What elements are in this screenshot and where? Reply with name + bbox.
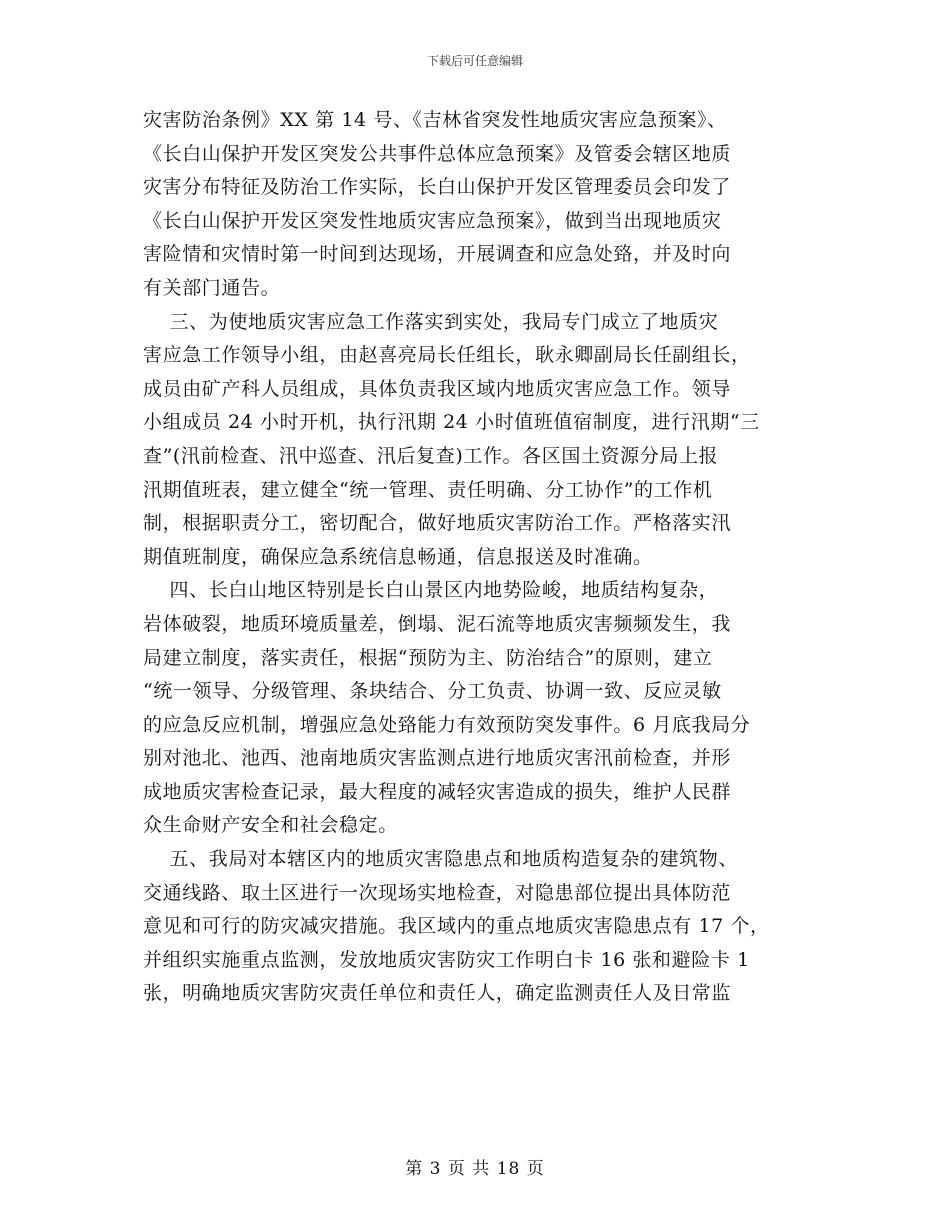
text-line: 四、长白山地区特别是长白山景区内地势险峻，地质结构复杂，	[143, 579, 719, 602]
text-line: 成地质灾害检查记录，最大程度的减轻灾害造成的损失，维护人民群	[143, 780, 732, 803]
text-line: 张，明确地质灾害防灾责任单位和责任人，确定监测责任人及日常监	[143, 982, 732, 1005]
text-line: 意见和可行的防灾减灾措施。我区域内的重点地质灾害隐患点有 17 个，	[143, 915, 770, 938]
text-line: 岩体破裂，地质环境质量差，倒塌、泥石流等地质灾害频频发生，我	[143, 612, 732, 635]
text-line: 制，根据职责分工，密切配合，做好地质灾害防治工作。严格落实汛	[143, 512, 732, 535]
text-line: 小组成员 24 小时开机，执行汛期 24 小时值班值宿制度，进行汛期“三	[143, 411, 760, 434]
document-body	[143, 104, 811, 1011]
text-line: 成员由矿产科人员组成，具体负责我区域内地质灾害应急工作。领导	[143, 377, 732, 400]
text-line: 《长白山保护开发区突发性地质灾害应急预案》，做到当出现地质灾	[143, 209, 722, 232]
text-line: 的应急反应机制，增强应急处臵能力有效预防突发事件。6 月底我局分	[143, 713, 751, 736]
text-line: 局建立制度，落实责任，根据“预防为主、防治结合”的原则，建立	[143, 646, 713, 669]
text-line: 害险情和灾情时第一时间到达现场，开展调查和应急处臵，并及时向	[143, 243, 732, 266]
page-footer: 第 3 页 共 18 页	[405, 1159, 545, 1179]
text-line: 众生命财产安全和社会稳定。	[143, 814, 398, 837]
text-line: “统一领导、分级管理、条块结合、分工负责、协调一致、反应灵敏	[143, 680, 722, 703]
text-line: 并组织实施重点监测，发放地质灾害防灾工作明白卡 16 张和避险卡 1	[143, 948, 750, 971]
text-line: 期值班制度，确保应急系统信息畅通，信息报送及时准确。	[143, 545, 653, 568]
text-line: 有关部门通告。	[143, 276, 281, 299]
text-line: 别对池北、池西、池南地质灾害监测点进行地质灾害汛前检查，并形	[143, 747, 732, 770]
page-header: 下载后可任意编辑	[426, 54, 523, 68]
text-line: 害应急工作领导小组，由赵喜亮局长任组长，耿永卿副局长任副组长，	[143, 344, 751, 367]
text-line: 查”(汛前检查、汛中巡查、汛后复查)工作。各区国土资源分局上报	[143, 444, 719, 467]
text-line: 五、我局对本辖区内的地质灾害隐患点和地质构造复杂的建筑物、	[143, 848, 738, 871]
text-line: 三、为使地质灾害应急工作落实到实处，我局专门成立了地质灾	[143, 310, 719, 333]
text-line: 汛期值班表，建立健全“统一管理、责任明确、分工协作”的工作机	[143, 478, 713, 501]
text-line: 交通线路、取土区进行一次现场实地检查，对隐患部位提出具体防范	[143, 881, 732, 904]
text-line: 灾害防治条例》XX 第 14 号、《吉林省突发性地质灾害应急预案》、	[143, 109, 727, 131]
text-line: 《长白山保护开发区突发公共事件总体应急预案》及管委会辖区地质	[143, 142, 732, 165]
text-line: 灾害分布特征及防治工作实际，长白山保护开发区管理委员会印发了	[143, 176, 732, 199]
